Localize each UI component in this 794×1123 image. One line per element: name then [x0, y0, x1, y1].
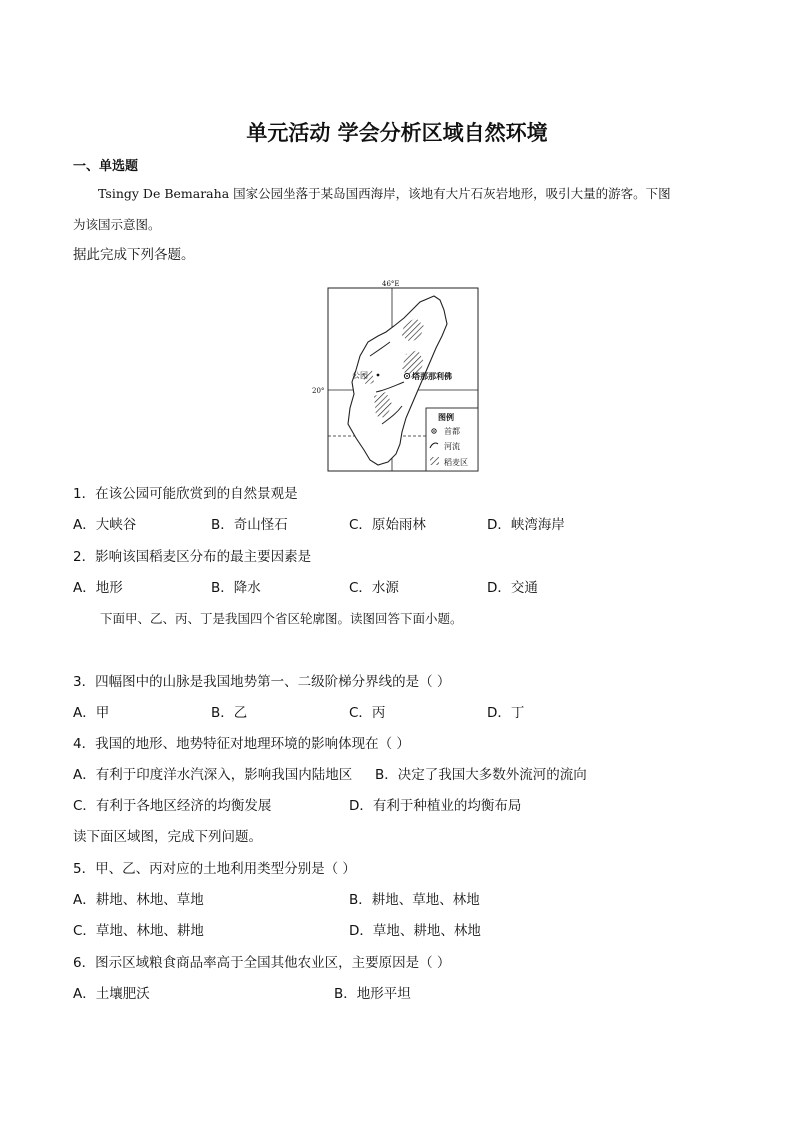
question-2-option-b: B．降水	[211, 580, 261, 596]
legend-capital: 首都	[444, 427, 460, 436]
question-3-option-c: C．丙	[349, 705, 386, 721]
question-1-option-a: A．大峡谷	[73, 517, 137, 533]
legend-rice-icon	[430, 457, 439, 465]
question-2-option-c: C．水源	[349, 580, 399, 596]
question-6-option-b: B．地形平坦	[334, 986, 411, 1002]
question-3-option-a: A．甲	[73, 705, 110, 721]
legend-title: 图例	[438, 412, 454, 422]
question-1-option-b: B．奇山怪石	[211, 517, 288, 533]
question-5-option-a: A．耕地、林地、草地	[73, 892, 204, 908]
question-1-stem: 1．在该公园可能欣赏到的自然景观是	[73, 486, 298, 502]
legend-rice: 稻麦区	[444, 458, 468, 467]
question-3-option-b: B．乙	[211, 705, 248, 721]
question-1-option-c: C．原始雨林	[349, 517, 426, 533]
question-3-stem: 3．四幅图中的山脉是我国地势第一、二级阶梯分界线的是（ ）	[73, 674, 451, 690]
question-5-option-c: C．草地、林地、耕地	[73, 923, 204, 939]
question-6-stem: 6．图示区域粮食商品率高于全国其他农业区，主要原因是（ ）	[73, 955, 451, 971]
prompt-2: 读下面区域图，完成下列问题。	[73, 829, 262, 845]
question-4-stem: 4．我国的地形、地势特征对地理环境的影响体现在（ ）	[73, 736, 410, 752]
latitude-label: 20°	[312, 387, 325, 395]
question-4-option-b: B．决定了我国大多数外流河的流向	[375, 767, 587, 783]
park-label: 公园	[352, 371, 368, 380]
question-5-option-b: B．耕地、草地、林地	[349, 892, 480, 908]
intro-line-1: Tsingy De Bemaraha 国家公园坐落于某岛国西海岸，该地有大片石灰岩地形，吸引大量的游客。下图	[98, 186, 671, 201]
question-4-option-a: A．有利于印度洋水汽深入，影响我国内陆地区	[73, 767, 353, 783]
question-2-stem: 2．影响该国稻麦区分布的最主要因素是	[73, 549, 312, 565]
question-4-option-c: C．有利于各地区经济的均衡发展	[73, 798, 272, 814]
capital-label: 塔那那利佛	[412, 371, 452, 381]
question-3-option-d: D．丁	[487, 705, 525, 721]
intro-line-2: 为该国示意图。	[73, 217, 161, 232]
prompt-1: 据此完成下列各题。	[73, 247, 195, 263]
longitude-label: 46°E	[382, 280, 400, 288]
question-1-option-d: D．峡湾海岸	[487, 517, 565, 533]
question-6-option-a: A．土壤肥沃	[73, 986, 150, 1002]
legend-river: 河流	[444, 442, 460, 451]
madagascar-map	[312, 278, 482, 474]
question-2-option-a: A．地形	[73, 580, 123, 596]
section-heading: 一、单选题	[73, 159, 139, 174]
page-title: 单元活动 学会分析区域自然环境	[246, 121, 548, 145]
question-2-option-d: D．交通	[487, 580, 538, 596]
intro-2: 下面甲、乙、丙、丁是我国四个省区轮廓图。读图回答下面小题。	[100, 611, 463, 626]
question-5-stem: 5．甲、乙、丙对应的土地利用类型分别是（ ）	[73, 861, 356, 877]
question-4-option-d: D．有利于种植业的均衡布局	[349, 798, 522, 814]
question-5-option-d: D．草地、耕地、林地	[349, 923, 481, 939]
park-marker	[377, 374, 380, 377]
